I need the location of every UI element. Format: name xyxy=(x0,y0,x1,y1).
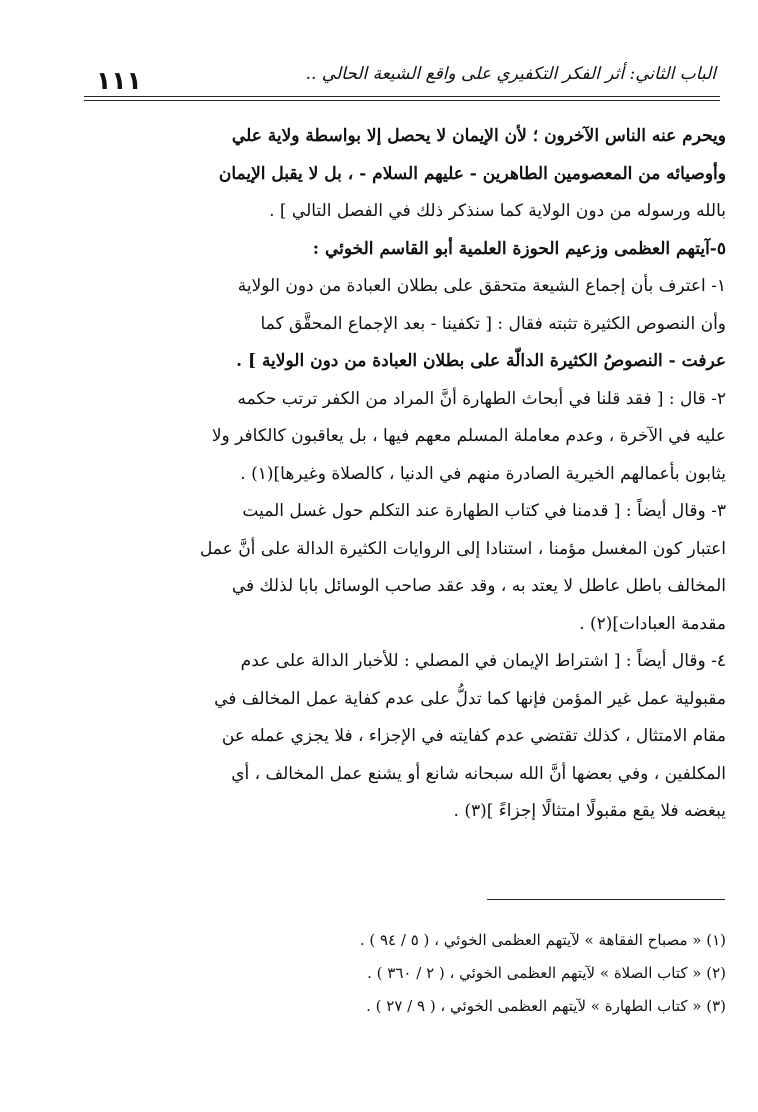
footnote-2: (٢) « كتاب الصلاة » لآيتهم العظمى الخوئي ، ( ٢ / ٣٦٠ ) . xyxy=(367,964,726,982)
text-line: المكلفين ، وفي بعضها أنَّ الله سبحانه شانع أو يشنع عمل المخالف ، أي xyxy=(231,763,726,784)
header-rule xyxy=(84,96,720,97)
text-line: ٥-آيتهم العظمى وزعيم الحوزة العلمية أبو القاسم الخوئي : xyxy=(312,238,726,259)
text-line: مقام الامتثال ، كذلك تقتضي عدم كفايته في الإجزاء ، فلا يجزي عمله عن xyxy=(221,726,726,746)
text-line: مقدمة العبادات](٢) . xyxy=(579,613,726,634)
text-line: وأوصيائه من المعصومين الطاهرين - عليهم السلام - ، بل لا يقبل الإيمان xyxy=(218,163,726,184)
text-line: ويحرم عنه الناس الآخرون ؛ لأن الإيمان لا يحصل إلا بواسطة ولاية علي xyxy=(231,126,726,146)
footnote-1: (١) « مصباح الفقاهة » لآيتهم العظمى الخوئي ، ( ٥ / ٩٤ ) . xyxy=(359,931,726,949)
text-line: يبغضه فلا يقع مقبولًا امتثالًا إجزاءً ](٣) . xyxy=(453,801,726,821)
text-line: عرفت - النصوصُ الكثيرة الدالّة على بطلان العبادة من دون الولاية ] . xyxy=(236,351,726,371)
page-number: ١١١ xyxy=(96,66,142,95)
text-line: مقبولية عمل غير المؤمن فإنها كما تدلُّ على عدم كفاية عمل المخالف في xyxy=(214,688,726,709)
text-line: ٣- وقال أيضاً : [ قدمنا في كتاب الطهارة عند التكلم حول غسل الميت xyxy=(242,501,726,521)
running-title: الباب الثاني: أثر الفكر التكفيري على واقع الشيعة الحالي .. xyxy=(305,64,716,84)
header-rule xyxy=(84,100,720,101)
text-line: بالله ورسوله من دون الولاية كما سنذكر ذلك في الفصل التالي ] . xyxy=(269,201,726,221)
page-header xyxy=(84,62,720,104)
text-line: وأن النصوص الكثيرة تثبته فقال : [ تكفينا - بعد الإجماع المحقَّق كما xyxy=(260,313,726,334)
text-line: المخالف باطل عاطل لا يعتد به ، وقد عقد صاحب الوسائل بابا لذلك في xyxy=(231,576,726,596)
text-line: ١- اعترف بأن إجماع الشيعة متحقق على بطلان العبادة من دون الولاية xyxy=(237,276,726,296)
body-text xyxy=(84,118,726,831)
footnotes xyxy=(230,924,726,1023)
text-line: يثابون بأعمالهم الخيرية الصادرة منهم في الدنيا ، كالصلاة وغيرها](١) . xyxy=(240,463,726,484)
text-line: اعتبار كون المغسل مؤمنا ، استنادا إلى الروايات الكثيرة الدالة على أنَّ عمل xyxy=(199,538,726,559)
text-line: عليه في الآخرة ، وعدم معاملة المسلم معهم فيها ، بل يعاقبون كالكافر ولا xyxy=(211,426,726,446)
text-line: ٤- وقال أيضاً : [ اشتراط الإيمان في المصلي : للأخبار الدالة على عدم xyxy=(240,651,726,671)
footnote-separator xyxy=(487,899,725,900)
footnote-3: (٣) « كتاب الطهارة » لآيتهم العظمى الخوئي ، ( ٩ / ٢٧ ) . xyxy=(366,997,726,1015)
text-line: ٢- قال : [ فقد قلنا في أبحاث الطهارة أنَّ المراد من الكفر ترتب حكمه xyxy=(237,388,726,409)
